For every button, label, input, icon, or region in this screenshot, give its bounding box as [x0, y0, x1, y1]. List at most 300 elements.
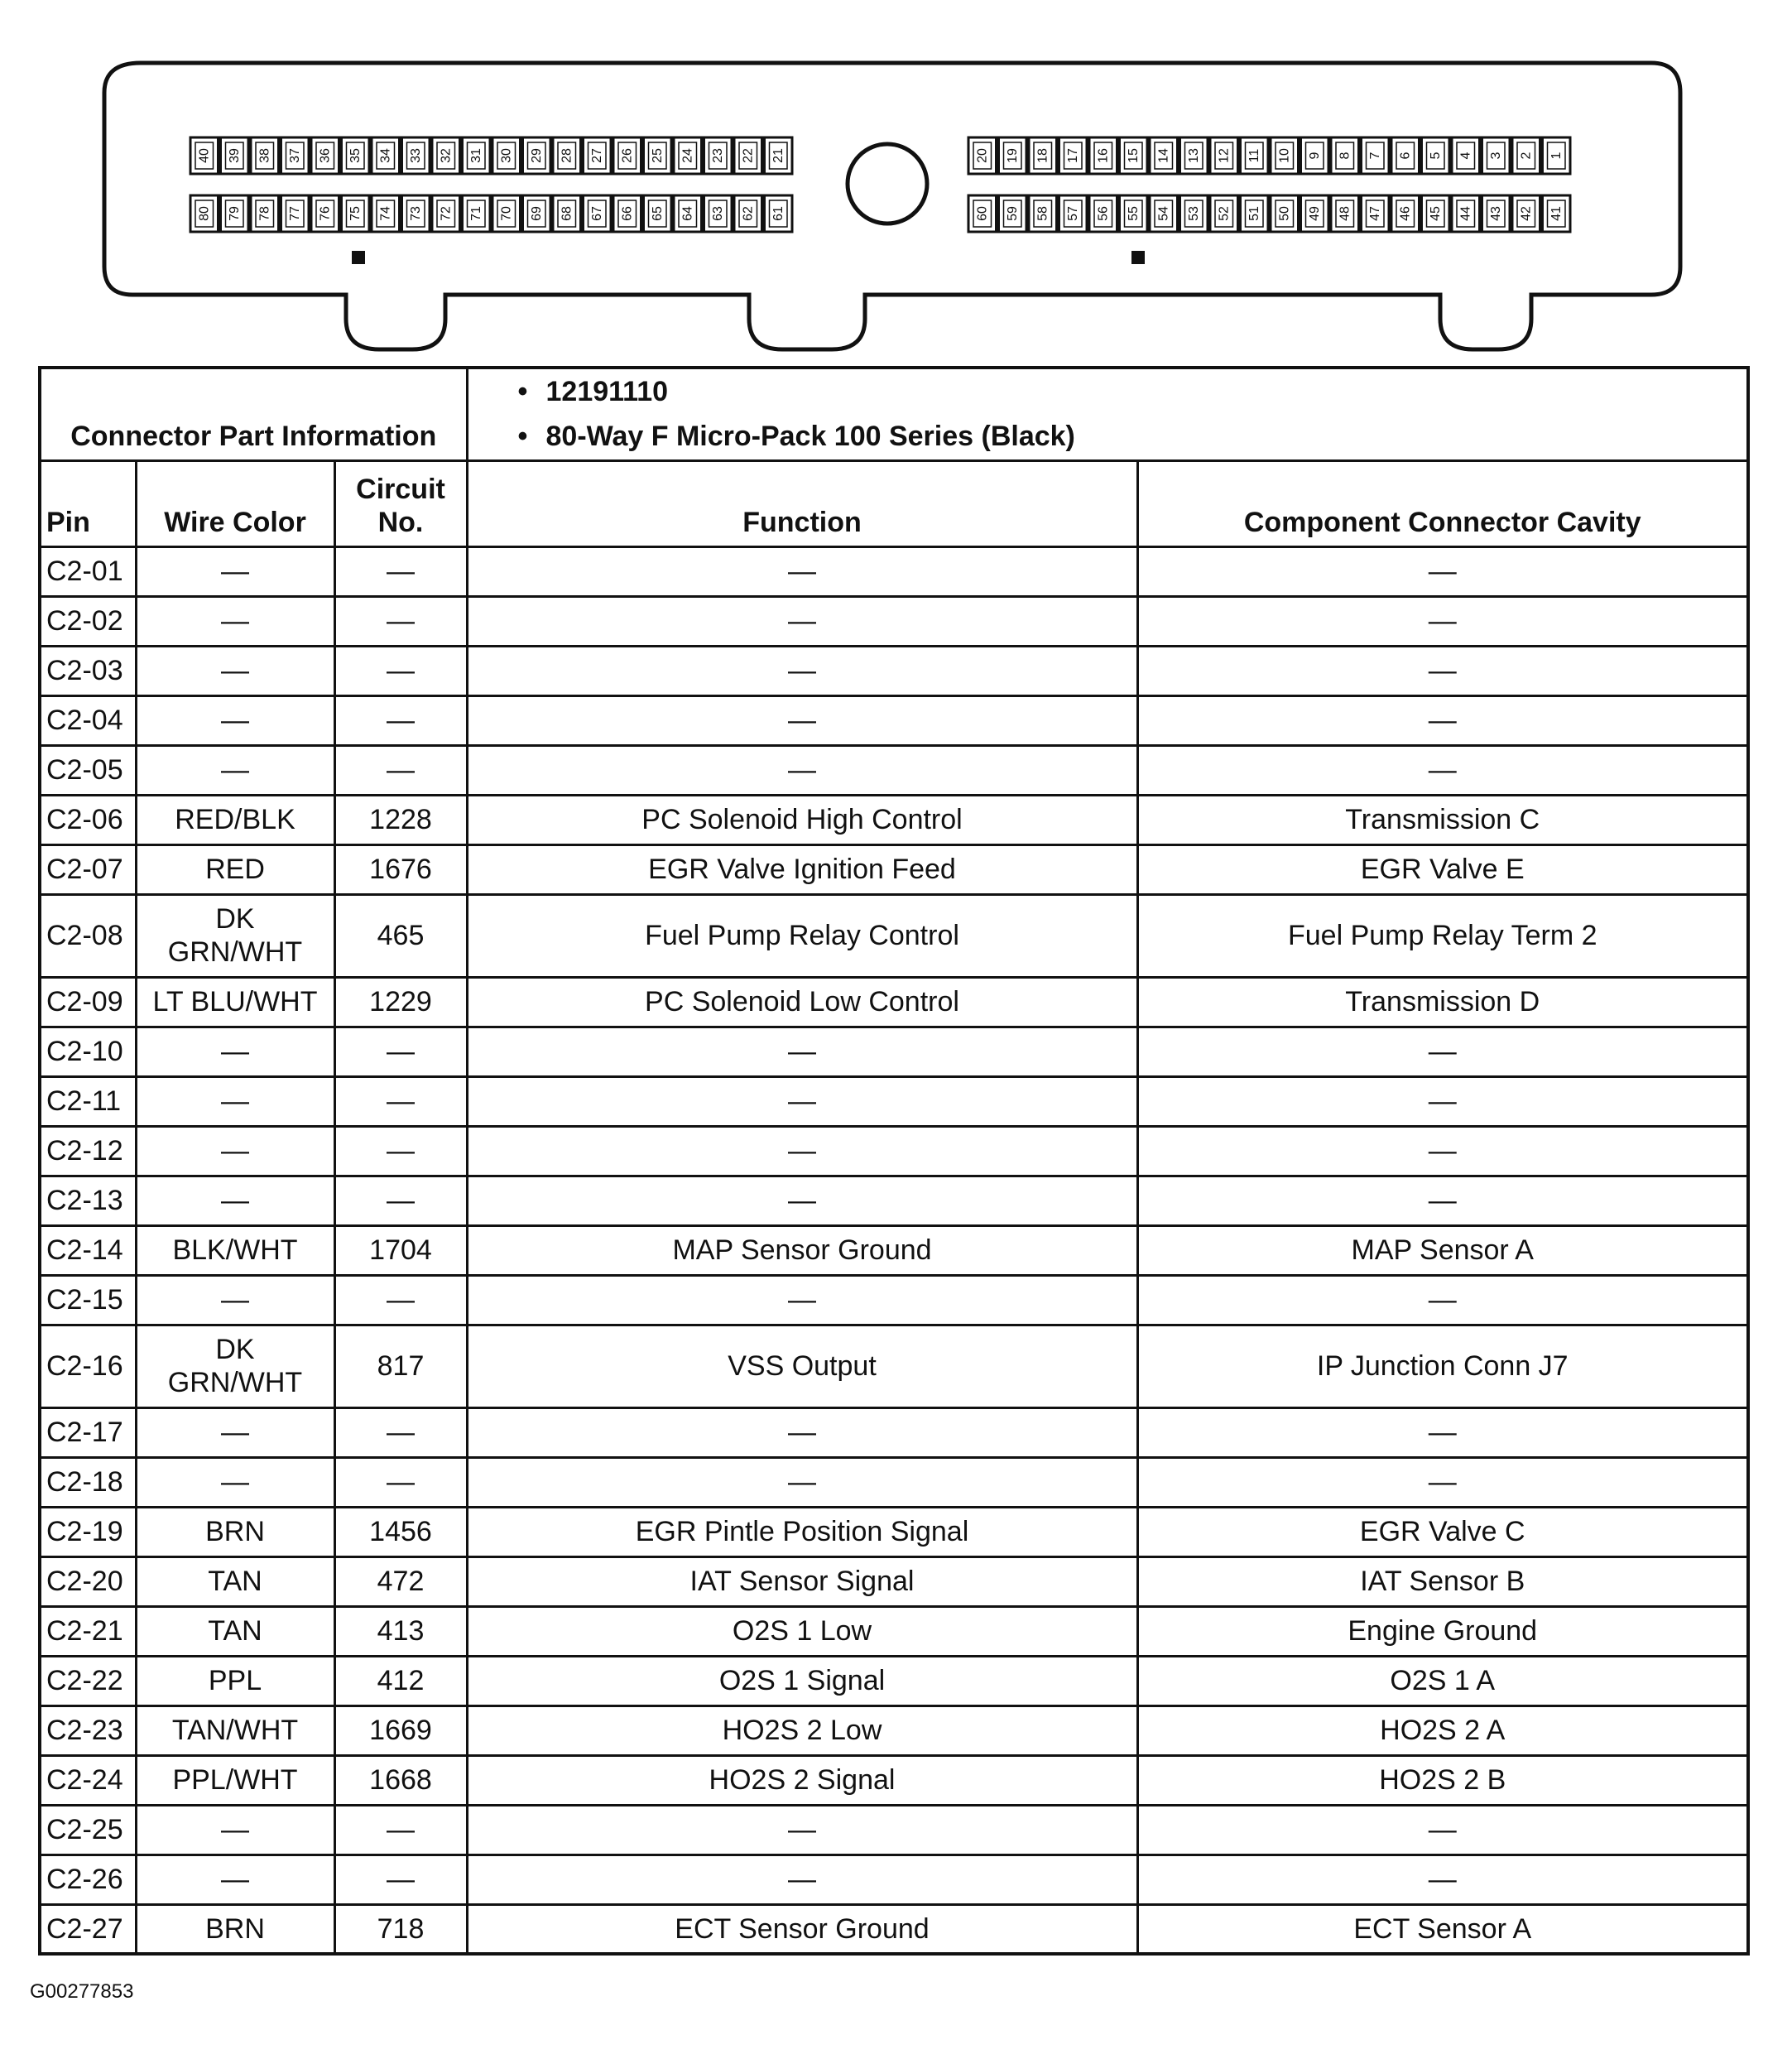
connector-pin-label: 18 — [1035, 148, 1050, 163]
connector-pin-56 — [1089, 195, 1117, 232]
connector-pin-label: 35 — [348, 148, 363, 163]
pin-cell: C2-06 — [40, 795, 136, 844]
connector-pin-label: 74 — [378, 206, 393, 221]
connector-pin-44 — [1452, 195, 1480, 232]
header-function: Function — [467, 460, 1137, 546]
connector-pin-label: 39 — [227, 148, 242, 163]
function-cell: — — [467, 745, 1137, 795]
wire-color-line: — — [221, 705, 249, 736]
connector-pin-label: 52 — [1217, 206, 1232, 221]
pin-cell: C2-20 — [40, 1556, 136, 1606]
wire-color-line: RED/BLK — [175, 804, 295, 835]
connector-pin-63 — [704, 195, 733, 232]
connector-pin-12 — [1210, 137, 1238, 174]
connector-pin-19 — [999, 137, 1027, 174]
table-row — [40, 1325, 1748, 1407]
connector-pin-label: 31 — [468, 148, 483, 163]
wire-color-line: RED — [205, 854, 265, 885]
table-row — [40, 1606, 1748, 1656]
connector-pin-47 — [1362, 195, 1390, 232]
wire-color-line: — — [221, 655, 249, 686]
connector-pin-26 — [613, 137, 641, 174]
cavity-cell: HO2S 2 A — [1137, 1705, 1748, 1755]
function-cell: EGR Valve Ignition Feed — [467, 844, 1137, 894]
wire-color-cell — [136, 1755, 334, 1805]
connector-pin-label: 7 — [1367, 152, 1382, 160]
table-row — [40, 844, 1748, 894]
connector-pin-52 — [1210, 195, 1238, 232]
connector-pin-label: 34 — [378, 148, 393, 163]
function-cell: — — [467, 1407, 1137, 1457]
wire-color-cell — [136, 1027, 334, 1076]
connector-pin-label: 75 — [348, 206, 363, 221]
circuit-cell: 1704 — [334, 1225, 467, 1275]
wire-color-line: — — [221, 1417, 249, 1448]
circuit-cell: 1676 — [334, 844, 467, 894]
connector-pin-label: 79 — [227, 206, 242, 221]
header-circuit-line2: No. — [377, 506, 424, 538]
connector-pin-label: 76 — [318, 206, 333, 221]
connector-pin-label: 46 — [1398, 206, 1413, 221]
connector-pin-6 — [1391, 137, 1420, 174]
wire-color-cell — [136, 1556, 334, 1606]
connector-pin-51 — [1241, 195, 1269, 232]
connector-pin-9 — [1301, 137, 1329, 174]
pin-cell: C2-02 — [40, 596, 136, 646]
connector-pin-label: 12 — [1217, 148, 1232, 163]
connector-pin-2 — [1512, 137, 1540, 174]
wire-color-cell — [136, 795, 334, 844]
pin-cell: C2-09 — [40, 977, 136, 1027]
wire-color-line: GRN/WHT — [167, 1367, 303, 1398]
header-pin: Pin — [40, 460, 136, 546]
cavity-cell: — — [1137, 1027, 1748, 1076]
connector-pin-50 — [1271, 195, 1299, 232]
connector-pin-62 — [734, 195, 762, 232]
pin-cell: C2-04 — [40, 695, 136, 745]
connector-pin-label: 32 — [439, 148, 454, 163]
connector-pin-label: 16 — [1096, 148, 1111, 163]
wire-color-cell — [136, 1606, 334, 1656]
connector-info-label: Connector Part Information — [40, 368, 467, 460]
cavity-cell: EGR Valve E — [1137, 844, 1748, 894]
table-row — [40, 1755, 1748, 1805]
connector-pin-label: 48 — [1338, 206, 1352, 221]
connector-pin-label: 64 — [680, 206, 695, 221]
connector-pin-68 — [553, 195, 581, 232]
connector-pin-label: 21 — [771, 148, 786, 163]
connector-pin-label: 66 — [620, 206, 635, 221]
connector-pin-label: 2 — [1519, 152, 1534, 160]
wire-color-line: — — [221, 1036, 249, 1067]
connector-pin-53 — [1180, 195, 1208, 232]
connector-pin-76 — [311, 195, 339, 232]
connector-pin-67 — [584, 195, 612, 232]
figure-id: G00277853 — [30, 1980, 134, 2003]
cavity-cell: — — [1137, 596, 1748, 646]
table-row — [40, 1705, 1748, 1755]
connector-pin-label: 20 — [975, 148, 990, 163]
connector-pin-label: 3 — [1488, 152, 1503, 160]
cavity-cell: Engine Ground — [1137, 1606, 1748, 1656]
connector-pin-75 — [342, 195, 370, 232]
wire-color-cell — [136, 1855, 334, 1904]
center-keyway-circle — [848, 144, 927, 224]
pin-cell: C2-22 — [40, 1656, 136, 1705]
connector-pin-58 — [1029, 195, 1057, 232]
wire-color-cell — [136, 1126, 334, 1176]
circuit-cell: 718 — [334, 1904, 467, 1954]
connector-pin-71 — [463, 195, 491, 232]
connector-pin-70 — [492, 195, 521, 232]
connector-pin-label: 23 — [710, 148, 725, 163]
table-row — [40, 1556, 1748, 1606]
connector-pin-label: 49 — [1307, 206, 1322, 221]
connector-pin-label: 44 — [1458, 206, 1473, 221]
function-cell: Fuel Pump Relay Control — [467, 894, 1137, 977]
connector-pin-label: 45 — [1428, 206, 1443, 221]
connector-pin-48 — [1331, 195, 1359, 232]
wire-color-line: — — [221, 1864, 249, 1895]
connector-pin-69 — [523, 195, 551, 232]
function-cell: — — [467, 596, 1137, 646]
circuit-cell: 1456 — [334, 1507, 467, 1556]
connector-pin-label: 59 — [1005, 206, 1020, 221]
connector-pin-label: 22 — [741, 148, 756, 163]
cavity-cell: — — [1137, 695, 1748, 745]
connector-pin-label: 63 — [710, 206, 725, 221]
wire-color-cell — [136, 596, 334, 646]
connector-pin-label: 11 — [1247, 148, 1261, 163]
connector-pin-label: 13 — [1186, 148, 1201, 163]
circuit-cell: 472 — [334, 1556, 467, 1606]
function-cell: VSS Output — [467, 1325, 1137, 1407]
connector-pin-label: 51 — [1247, 206, 1261, 221]
connector-pin-21 — [765, 137, 793, 174]
connector-pin-label: 14 — [1156, 148, 1171, 163]
function-cell: — — [467, 1176, 1137, 1225]
connector-pin-label: 17 — [1065, 148, 1080, 163]
circuit-cell: — — [334, 695, 467, 745]
function-cell: — — [467, 546, 1137, 596]
connector-pin-label: 8 — [1338, 152, 1352, 160]
circuit-cell: — — [334, 1076, 467, 1126]
cavity-cell: — — [1137, 1855, 1748, 1904]
connector-pin-label: 43 — [1488, 206, 1503, 221]
connector-pin-64 — [674, 195, 702, 232]
cavity-cell: — — [1137, 1126, 1748, 1176]
connector-pin-17 — [1059, 137, 1088, 174]
pin-cell: C2-24 — [40, 1755, 136, 1805]
connector-pin-label: 80 — [197, 206, 212, 221]
pin-cell: C2-19 — [40, 1507, 136, 1556]
connector-pin-7 — [1362, 137, 1390, 174]
wire-color-line: DK — [215, 1334, 255, 1365]
pin-cell: C2-18 — [40, 1457, 136, 1507]
function-cell: PC Solenoid Low Control — [467, 977, 1137, 1027]
connector-pin-8 — [1331, 137, 1359, 174]
circuit-cell: 465 — [334, 894, 467, 977]
connector-pin-label: 62 — [741, 206, 756, 221]
function-cell: — — [467, 1027, 1137, 1076]
connector-pin-36 — [311, 137, 339, 174]
pin-cell: C2-10 — [40, 1027, 136, 1076]
circuit-cell: — — [334, 1407, 467, 1457]
wire-color-line: — — [221, 1135, 249, 1167]
table-row — [40, 695, 1748, 745]
wire-color-line: — — [221, 1284, 249, 1316]
connector-pin-31 — [463, 137, 491, 174]
connector-pin-label: 36 — [318, 148, 333, 163]
connector-pin-label: 53 — [1186, 206, 1201, 221]
function-cell: HO2S 2 Low — [467, 1705, 1137, 1755]
connector-pin-43 — [1482, 195, 1511, 232]
wire-color-cell — [136, 1407, 334, 1457]
connector-pin-label: 10 — [1277, 148, 1292, 163]
circuit-cell: 413 — [334, 1606, 467, 1656]
connector-pin-label: 69 — [529, 206, 544, 221]
wire-color-cell — [136, 695, 334, 745]
circuit-cell: 1669 — [334, 1705, 467, 1755]
wire-color-line: DK — [215, 903, 255, 935]
connector-pin-66 — [613, 195, 641, 232]
cavity-cell: — — [1137, 1176, 1748, 1225]
pin-cell: C2-14 — [40, 1225, 136, 1275]
table-row — [40, 745, 1748, 795]
table-row — [40, 1507, 1748, 1556]
wire-color-line: TAN — [208, 1566, 262, 1597]
table-row — [40, 546, 1748, 596]
connector-pin-label: 77 — [287, 206, 302, 221]
cavity-cell: EGR Valve C — [1137, 1507, 1748, 1556]
cavity-cell: IP Junction Conn J7 — [1137, 1325, 1748, 1407]
connector-pin-45 — [1422, 195, 1450, 232]
pin-cell: C2-12 — [40, 1126, 136, 1176]
function-cell: — — [467, 1855, 1137, 1904]
table-row — [40, 1855, 1748, 1904]
connector-pin-label: 61 — [771, 206, 786, 221]
connector-pin-label: 38 — [257, 148, 272, 163]
function-cell: — — [467, 695, 1137, 745]
connector-pin-label: 29 — [529, 148, 544, 163]
circuit-cell: — — [334, 745, 467, 795]
cavity-cell: — — [1137, 1805, 1748, 1855]
table-row — [40, 894, 1748, 977]
connector-pin-24 — [674, 137, 702, 174]
function-cell: — — [467, 1805, 1137, 1855]
function-cell: ECT Sensor Ground — [467, 1904, 1137, 1954]
cavity-cell: — — [1137, 646, 1748, 695]
connector-pin-30 — [492, 137, 521, 174]
header-cavity: Component Connector Cavity — [1137, 460, 1748, 546]
circuit-cell: — — [334, 546, 467, 596]
wire-color-line: — — [221, 556, 249, 587]
wire-color-cell — [136, 745, 334, 795]
function-cell: O2S 1 Low — [467, 1606, 1137, 1656]
wire-color-line: — — [221, 1466, 249, 1498]
connector-pin-73 — [402, 195, 430, 232]
pin-cell: C2-07 — [40, 844, 136, 894]
wire-color-cell — [136, 1275, 334, 1325]
connector-pin-label: 26 — [620, 148, 635, 163]
connector-pin-79 — [221, 195, 249, 232]
wire-color-cell — [136, 977, 334, 1027]
connector-pin-42 — [1512, 195, 1540, 232]
connector-pin-14 — [1150, 137, 1178, 174]
function-cell: IAT Sensor Signal — [467, 1556, 1137, 1606]
table-row — [40, 977, 1748, 1027]
function-cell: — — [467, 1275, 1137, 1325]
connector-pin-16 — [1089, 137, 1117, 174]
connector-info-details — [467, 368, 1748, 460]
circuit-cell: — — [334, 1275, 467, 1325]
connector-pin-label: 30 — [499, 148, 514, 163]
header-circuit-line1: Circuit — [356, 473, 445, 505]
connector-pin-72 — [432, 195, 460, 232]
table-row — [40, 1176, 1748, 1225]
pin-cell: C2-17 — [40, 1407, 136, 1457]
connector-pin-74 — [372, 195, 400, 232]
pin-cell: C2-26 — [40, 1855, 136, 1904]
wire-color-cell — [136, 1176, 334, 1225]
connector-pin-label: 72 — [439, 206, 454, 221]
connector-pin-label: 37 — [287, 148, 302, 163]
wire-color-line: BRN — [205, 1912, 265, 1945]
pin-75-marker — [352, 251, 365, 264]
connector-pin-33 — [402, 137, 430, 174]
connector-pin-77 — [281, 195, 310, 232]
connector-pin-label: 1 — [1549, 152, 1564, 160]
pin-cell: C2-05 — [40, 745, 136, 795]
table-row — [40, 1805, 1748, 1855]
table-row — [40, 1225, 1748, 1275]
pin-cell: C2-08 — [40, 894, 136, 977]
wire-color-cell — [136, 1457, 334, 1507]
connector-pin-32 — [432, 137, 460, 174]
cavity-cell: HO2S 2 B — [1137, 1755, 1748, 1805]
table-row — [40, 1076, 1748, 1126]
connector-pin-label: 40 — [197, 148, 212, 163]
circuit-cell: — — [334, 1805, 467, 1855]
connector-pin-label: 71 — [468, 206, 483, 221]
wire-color-cell — [136, 1656, 334, 1705]
wire-color-line: — — [221, 1085, 249, 1117]
wire-color-line: — — [221, 605, 249, 637]
connector-pin-5 — [1422, 137, 1450, 174]
connector-pin-1 — [1543, 137, 1571, 174]
cavity-cell: — — [1137, 1457, 1748, 1507]
connector-pin-label: 47 — [1367, 206, 1382, 221]
connector-pin-4 — [1452, 137, 1480, 174]
wire-color-line: BLK/WHT — [172, 1234, 298, 1266]
wire-color-line: — — [221, 1814, 249, 1845]
wire-color-line: GRN/WHT — [167, 936, 303, 968]
function-cell: — — [467, 1126, 1137, 1176]
circuit-cell: — — [334, 1855, 467, 1904]
connector-pin-label: 68 — [560, 206, 574, 221]
wire-color-line: — — [221, 1185, 249, 1216]
wire-color-line: PPL/WHT — [172, 1764, 298, 1796]
cavity-cell: O2S 1 A — [1137, 1656, 1748, 1705]
connector-pin-label: 33 — [408, 148, 423, 163]
circuit-cell: — — [334, 596, 467, 646]
table-row — [40, 1407, 1748, 1457]
connector-pin-label: 58 — [1035, 206, 1050, 221]
cavity-cell: IAT Sensor B — [1137, 1556, 1748, 1606]
connector-pin-55 — [1120, 195, 1148, 232]
pin-cell: C2-13 — [40, 1176, 136, 1225]
pin-cell: C2-21 — [40, 1606, 136, 1656]
circuit-cell: — — [334, 1126, 467, 1176]
table-row — [40, 1126, 1748, 1176]
pin-cell: C2-27 — [40, 1904, 136, 1954]
connector-diagram — [0, 0, 1792, 364]
wire-color-line: PPL — [208, 1665, 262, 1696]
connector-pin-label: 15 — [1126, 148, 1141, 163]
connector-pin-29 — [523, 137, 551, 174]
circuit-cell: 412 — [334, 1656, 467, 1705]
cavity-cell: — — [1137, 1407, 1748, 1457]
connector-pin-label: 65 — [650, 206, 665, 221]
wire-color-cell — [136, 844, 334, 894]
wire-color-line: TAN — [208, 1615, 262, 1647]
connector-pin-label: 42 — [1519, 206, 1534, 221]
function-cell: EGR Pintle Position Signal — [467, 1507, 1137, 1556]
connector-pin-label: 19 — [1005, 148, 1020, 163]
circuit-cell: — — [334, 646, 467, 695]
function-cell: HO2S 2 Signal — [467, 1755, 1137, 1805]
connector-pin-54 — [1150, 195, 1178, 232]
wire-color-line: — — [221, 754, 249, 786]
function-cell: — — [467, 646, 1137, 695]
connector-pin-35 — [342, 137, 370, 174]
cavity-cell: Fuel Pump Relay Term 2 — [1137, 894, 1748, 977]
function-cell: PC Solenoid High Control — [467, 795, 1137, 844]
wire-color-line: BRN — [205, 1516, 265, 1547]
connector-pin-13 — [1180, 137, 1208, 174]
connector-pin-65 — [644, 195, 672, 232]
table-row — [40, 1904, 1748, 1954]
wire-color-cell — [136, 894, 334, 977]
connector-pin-label: 41 — [1549, 206, 1564, 221]
connector-info-row — [40, 368, 1748, 460]
connector-pin-39 — [221, 137, 249, 174]
connector-pin-59 — [999, 195, 1027, 232]
header-circuit-no — [334, 460, 467, 546]
connector-pin-label: 60 — [975, 206, 990, 221]
connector-pin-label: 78 — [257, 206, 272, 221]
connector-pin-20 — [968, 137, 997, 174]
cavity-cell: — — [1137, 745, 1748, 795]
connector-pin-label: 5 — [1428, 152, 1443, 160]
connector-description-text: 80-Way F Micro-Pack 100 Series (Black) — [545, 421, 1075, 453]
circuit-cell: — — [334, 1457, 467, 1507]
connector-pin-3 — [1482, 137, 1511, 174]
part-number: • 12191110 — [517, 376, 669, 408]
connector-pin-label: 9 — [1307, 152, 1322, 160]
connector-pin-label: 54 — [1156, 206, 1171, 221]
connector-pin-80 — [190, 195, 219, 232]
cavity-cell: — — [1137, 1275, 1748, 1325]
table-row — [40, 596, 1748, 646]
connector-pin-label: 57 — [1065, 206, 1080, 221]
connector-pin-label: 25 — [650, 148, 665, 163]
connector-pin-38 — [251, 137, 279, 174]
circuit-cell: 1668 — [334, 1755, 467, 1805]
connector-pin-label: 50 — [1277, 206, 1292, 221]
connector-pin-15 — [1120, 137, 1148, 174]
connector-pin-label: 4 — [1458, 152, 1473, 160]
